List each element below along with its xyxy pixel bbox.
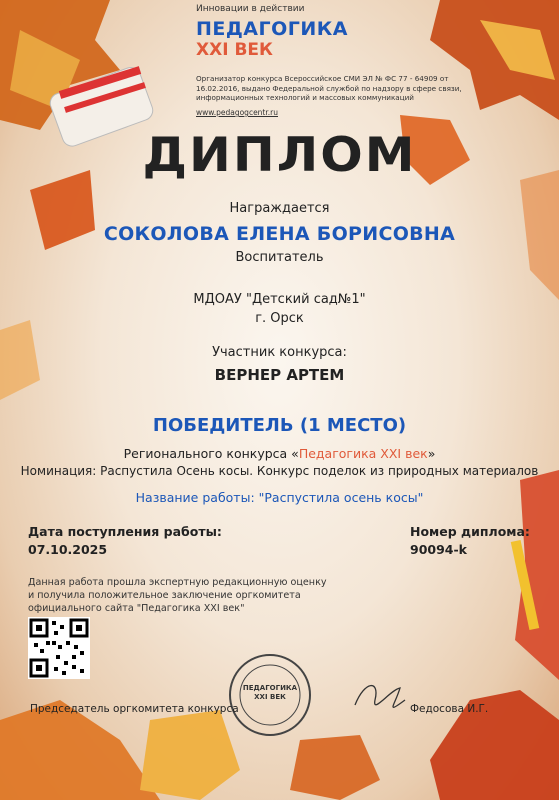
qr-code-icon: [28, 617, 90, 679]
date-value: 07.10.2025: [28, 542, 108, 557]
date-label: Дата поступления работы:: [28, 524, 222, 539]
city: г. Орск: [255, 311, 304, 326]
stamp: ПЕДАГОГИКА XXI ВЕК: [242, 684, 298, 701]
contest-suffix: »: [427, 446, 436, 461]
expert-note: Данная работа прошла экспертную редакционную оценку и получила положительное заключение оргкомитета официального сайта "Педагогика XXI век": [28, 577, 327, 614]
nomination: Номинация: Распустила Осень косы. Конкурс поделок из природных материалов: [20, 464, 539, 478]
result-title: ПОБЕДИТЕЛЬ (1 МЕСТО): [152, 415, 407, 436]
header-tagline: Инновации в действии: [196, 4, 305, 14]
recipient-name: СОКОЛОВА ЕЛЕНА БОРИСОВНА: [103, 223, 456, 245]
diploma-title: ДИПЛОМ: [142, 127, 417, 183]
organization-name: МДОАУ "Детский сад№1": [193, 292, 366, 307]
awarded-label: Награждается: [229, 201, 330, 216]
brand-name-line2: XXI ВЕК: [196, 40, 273, 60]
diploma-number-label: Номер диплома:: [410, 524, 530, 539]
recipient-position: Воспитатель: [235, 250, 324, 265]
contest-line: [0, 446, 559, 461]
diploma-number: 90094-k: [410, 542, 467, 557]
contest-name: Педагогика XXI век: [298, 446, 428, 461]
work-title: Название работы: "Распустила осень косы": [135, 490, 424, 505]
organizer-info: Организатор конкурса Всероссийское СМИ ЭЛ № ФС 77 - 64909 от 16.02.2016, выдано Федеральной службой по надзору в сфере связи, информационных технологий и массовых коммуникаций: [196, 74, 462, 103]
brand-name-line1: ПЕДАГОГИКА: [196, 18, 349, 40]
participant-name: ВЕРНЕР АРТЕМ: [214, 366, 345, 384]
site-link[interactable]: www.pedagogcentr.ru: [196, 108, 278, 117]
chair-label: Председатель оргкомитета конкурса: [30, 703, 239, 715]
contest-prefix: Регионального конкурса «: [123, 446, 299, 461]
chair-name: Федосова И.Г.: [410, 703, 489, 715]
participant-label: Участник конкурса:: [212, 345, 347, 360]
